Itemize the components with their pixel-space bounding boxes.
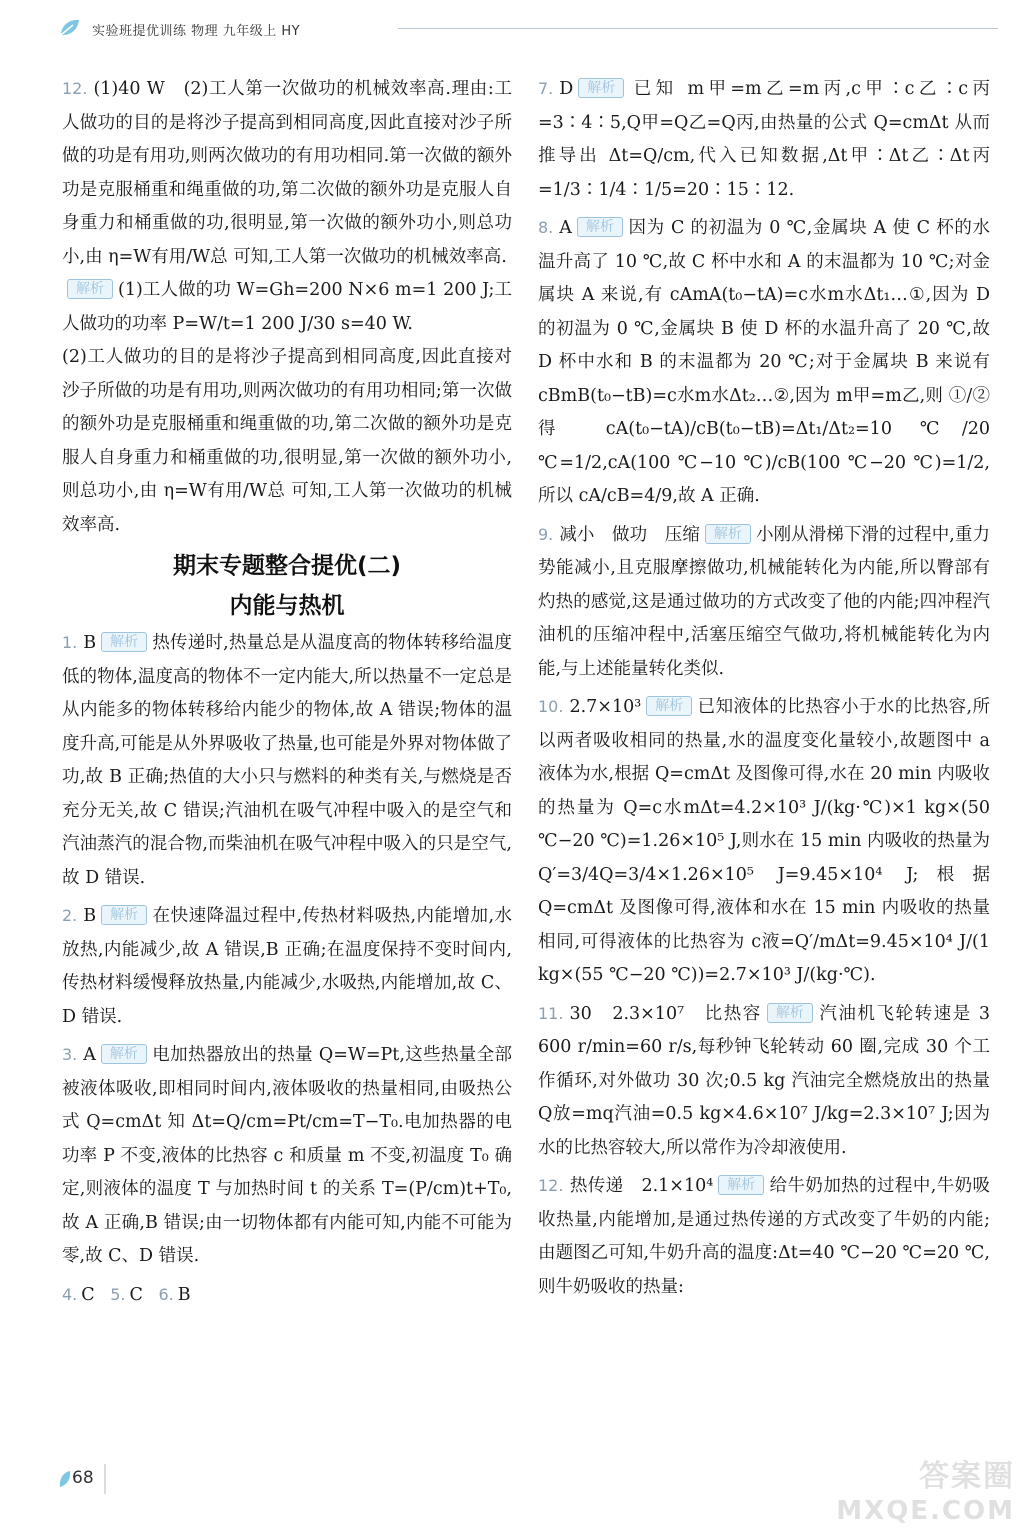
analysis-tag: 解析 xyxy=(646,696,692,716)
page-header xyxy=(58,14,998,44)
analysis-tag: 解析 xyxy=(718,1175,764,1195)
answer-choice: 减小 做功 压缩 xyxy=(559,524,700,545)
left-q3 xyxy=(62,1038,512,1274)
analysis-text: 给牛奶加热的过程中,牛奶吸收热量,内能增加,是通过热传递的方式改变了牛奶的内能;由题图乙可知,牛奶升高的温度:Δt=40 ℃−20 ℃=20 ℃,则牛奶吸收的热量: xyxy=(538,1176,990,1297)
question-number: 10. xyxy=(538,697,564,716)
answer-choice: B xyxy=(83,633,97,653)
analysis-text: (2)工人做功的目的是将沙子提高到相同高度,因此直接对沙子所做的功是有用功,则两次做功的有用功相同;第一次做的额外功是克服桶重和绳重做的功,第二次做的额外功是克服人自身重力和桶重做的功,很明显,第一次做的额外功小,则总功小,由 η=W有用/W总 可知,工人第一次做功的机械效率高. xyxy=(62,347,512,535)
answer-choice: A xyxy=(83,1045,96,1065)
analysis-text: 汽油机飞轮转速是 3 600 r/min=60 r/s,每秒钟飞轮转动 60 圈,完成 30 个工作循环,对外做功 30 次;0.5 kg 汽油完全燃烧放出的热量 Q放=mq汽油=0.5 kg×4.6×10⁷ J/kg=2.3×10⁷ J;因为水的比热容较大,所以常作为冷却液使用. xyxy=(538,1003,990,1158)
question-number: 5. xyxy=(110,1284,126,1304)
leaf-icon xyxy=(58,17,82,43)
question-number: 12. xyxy=(538,1176,564,1195)
page-number: 68 xyxy=(72,1468,94,1488)
right-q11 xyxy=(538,997,990,1166)
analysis-text: (1)工人做的功 W=Gh=200 N×6 m=1 200 J;工人做功的功率 P=W/t=1 200 J/30 s=40 W. xyxy=(62,280,512,334)
right-q7 xyxy=(538,72,990,207)
answer-choice: 热传递 2.1×10⁴ xyxy=(569,1176,714,1196)
right-q12 xyxy=(538,1169,990,1304)
analysis-tag: 解析 xyxy=(578,78,624,98)
analysis-tag: 解析 xyxy=(101,1044,147,1064)
question-number: 12. xyxy=(62,79,88,98)
analysis-tag: 解析 xyxy=(577,217,623,237)
left-q12 xyxy=(62,72,512,542)
answer-text: (1)40 W (2)工人第一次做功的机械效率高.理由:工人做功的目的是将沙子提高到相同高度,因此直接对沙子所做的功是有用功,则两次做功的有用功相同.第一次做的额外功是克服桶重和绳重做的功,第二次做的额外功是克服人自身重力和桶重做的功,很明显,第一次做的额外功小,则总功小,由 η=W有用/W总 可知,工人第一次做功的机械效率高. xyxy=(62,79,512,267)
right-q10 xyxy=(538,690,990,993)
analysis-text: 电加热器放出的热量 Q=W=Pt,这些热量全部被液体吸收,即相同时间内,液体吸收的热量相同,由吸热公式 Q=cmΔt 知 Δt=Q/cm=Pt/cm=T−T₀.电加热器的电功率 P 不变,液体的比热容 c 和质量 m 不变,初温度 T₀ 确定,则液体的温度 T 与加热时间 t 的关系 T=(P/cm)t+T₀,故 A 正确,B 错误;由一切物体都有内能可知,内能不可能为零,故 C、D 错误. xyxy=(62,1045,512,1266)
answer-choice: A xyxy=(559,218,572,238)
question-number: 1. xyxy=(62,633,78,652)
page-leaf-icon xyxy=(58,1469,72,1493)
question-number: 4. xyxy=(62,1284,78,1304)
watermark-line2: MXQE.COM xyxy=(836,1496,1015,1526)
question-number: 3. xyxy=(62,1045,78,1064)
analysis-text: 小刚从滑梯下滑的过程中,重力势能减小,且克服摩擦做功,机械能转化为内能,所以臀部有灼热的感觉,这是通过做功的方式改变了他的内能;四冲程汽油机的压缩冲程中,活塞压缩空气做功,将机械能转化为内能,与上述能量转化类似. xyxy=(538,524,991,679)
section-title: 期末专题整合提优(二) xyxy=(172,553,402,579)
answer-choice: C xyxy=(129,1284,143,1305)
right-column xyxy=(538,72,990,1308)
left-q2 xyxy=(62,899,512,1034)
question-number: 2. xyxy=(62,906,78,925)
section-subtitle: 内能与热机 xyxy=(229,593,345,619)
left-q1 xyxy=(62,626,512,895)
analysis-text: 已知 m甲=m乙=m丙,c甲∶c乙∶c丙=3∶4∶5,Q甲=Q乙=Q丙,由热量的公式 Q=cmΔt 从而推导出 Δt=Q/cm,代入已知数据,Δt甲∶Δt乙∶Δt丙=1/3∶1/4∶1/5=20∶15∶12. xyxy=(538,79,990,200)
right-q8 xyxy=(538,211,990,514)
answer-choice: 30 2.3×10⁷ 比热容 xyxy=(569,1003,762,1024)
question-number: 11. xyxy=(538,1003,564,1023)
analysis-tag: 解析 xyxy=(101,632,147,652)
answer-choice: B xyxy=(177,1284,191,1305)
answer-choice: D xyxy=(559,79,574,99)
question-number: 8. xyxy=(538,218,554,237)
analysis-tag: 解析 xyxy=(705,524,751,544)
left-q4-q6 xyxy=(62,1278,512,1313)
analysis-text: 热传递时,热量总是从温度高的物体转移给温度低的物体,温度高的物体不一定内能大,所以热量不一定总是从内能多的物体转移给内能少的物体,故 A 错误;物体的温度升高,可能是从外界吸收了热量,也可能是外界对物体做了功,故 B 正确;热值的大小只与燃料的种类有关,与燃烧是否充分无关,故 C 错误;汽油机在吸气冲程中吸入的是空气和汽油蒸汽的混合物,而柴油机在吸气冲程中吸入的只是空气,故 D 错误. xyxy=(62,633,512,888)
answer-choice: C xyxy=(81,1284,95,1305)
header-title: 实验班提优训练 物理 九年级上 HY xyxy=(92,24,301,39)
question-number: 9. xyxy=(538,524,554,544)
watermark xyxy=(836,1460,1015,1528)
analysis-tag: 解析 xyxy=(67,279,113,299)
answer-choice: B xyxy=(83,906,97,926)
answer-choice: 2.7×10³ xyxy=(569,697,642,717)
question-number: 6. xyxy=(158,1284,174,1304)
page-number-divider xyxy=(104,1464,106,1494)
analysis-text: 在快速降温过程中,传热材料吸热,内能增加,水放热,内能减少,故 A 错误,B 正确;在温度保持不变时间内,传热材料缓慢释放热量,内能减少,水吸热,内能增加,故 C、D 错误. xyxy=(62,906,512,1027)
right-q9 xyxy=(538,518,990,687)
left-column xyxy=(62,72,512,1316)
analysis-text: 已知液体的比热容小于水的比热容,所以两者吸收相同的热量,水的温度变化量较小,故题图中 a 液体为水,根据 Q=cmΔt 及图像可得,水在 20 min 内吸收的热量为 Q=c水mΔt=4.2×10³ J/(kg·℃)×1 kg×(50 ℃−20 ℃)=1.26×10⁵ J,则水在 15 min 内吸收的热量为 Q′=3/4Q=3/4×1.26×10⁵ J=9.45×10⁴ J;根据 Q=cmΔt 及图像可得,液体和水在 15 min 内吸收的热量相同,可得液体的比热容为 c液=Q′/mΔt=9.45×10⁴ J/(1 kg×(55 ℃−20 ℃))=2.7×10³ J/(kg·℃). xyxy=(538,697,990,985)
header-rule xyxy=(398,28,998,29)
question-number: 7. xyxy=(538,79,554,98)
watermark-line1: 答案圈 xyxy=(919,1459,1015,1494)
analysis-text: 因为 C 的初温为 0 ℃,金属块 A 使 C 杯的水温升高了 10 ℃,故 C 杯中水和 A 的末温都为 10 ℃;对金属块 A 来说,有 cAmA(t₀−tA)=c水m水Δt₁…①,因为 D 的初温为 0 ℃,金属块 B 使 D 杯的水温升高了 20 ℃,故 D 杯中水和 B 的末温都为 20 ℃;对于金属块 B 来说有 cBmB(t₀−tB)=c水m水Δt₂…②,因为 m甲=m乙,则 ①/② 得 cA(t₀−tA)/cB(t₀−tB)=Δt₁/Δt₂=10 ℃/20 ℃=1/2,cA(100 ℃−10 ℃)/cB(100 ℃−20 ℃)=1/2,所以 cA/cB=4/9,故 A 正确. xyxy=(538,218,990,506)
analysis-tag: 解析 xyxy=(101,905,147,925)
analysis-tag: 解析 xyxy=(767,1003,813,1023)
